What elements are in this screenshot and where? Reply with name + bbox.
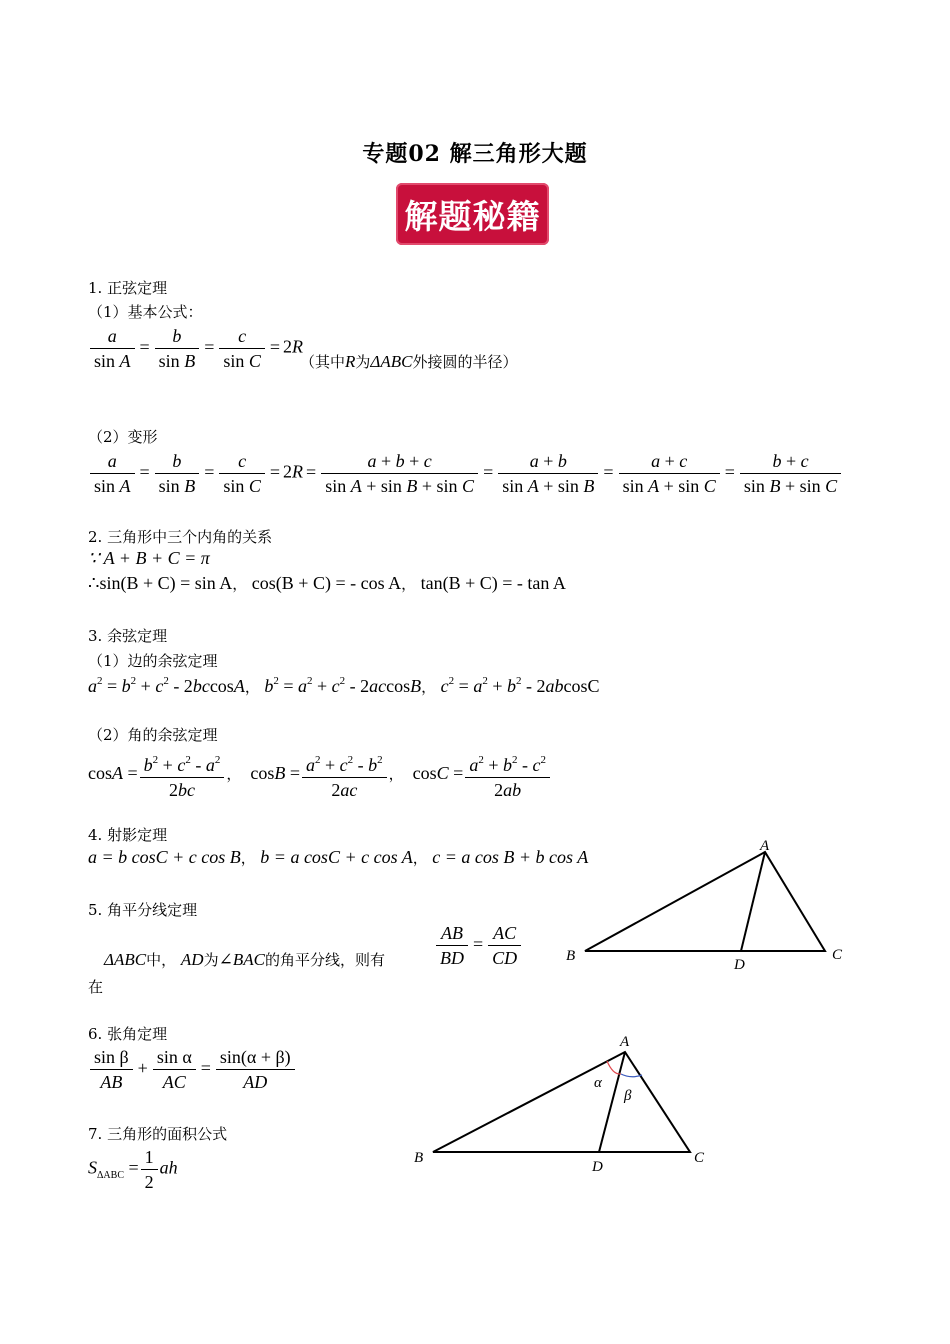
section-1-sub1: （1）基本公式：: [88, 303, 203, 321]
label-beta: β: [624, 1088, 632, 1104]
bisector-statement-wrap: 在: [88, 978, 104, 996]
label-d: D: [734, 957, 745, 973]
label-a-2: A: [620, 1034, 630, 1050]
triangle-abc-2: [433, 1052, 690, 1152]
label-c: C: [832, 947, 843, 963]
sine-law-formula: $\frac{a}{\text{sin A}}$ = $\frac{b}{\text{sin B}}$ = $\frac{c}{\text{sin C}}$ = 2R: [88, 325, 303, 372]
section-4-heading: 4. 射影定理: [88, 826, 168, 844]
triangle-figure-1: [560, 835, 860, 975]
label-b-2: B: [414, 1150, 424, 1166]
label-d-2: D: [592, 1159, 603, 1175]
segment-ad: [741, 852, 765, 951]
bisector-ratio: $\frac{AB}{BD}$ = $\frac{AC}{CD}$: [434, 922, 523, 969]
sine-law-note: （其中R为ΔABC外接圆的半径）: [300, 352, 518, 371]
angle-sum: ∵ A + B + C = π: [88, 548, 210, 568]
angle-relations: ∴sin(B + C) = sin A， cos(B + C) = - cos A， tan(B + C) = - tan A: [88, 573, 566, 593]
section-2-heading: 2. 三角形中三个内角的关系: [88, 528, 273, 546]
section-6-heading: 6. 张角定理: [88, 1025, 168, 1043]
badge-label: 解题秘籍: [404, 196, 541, 236]
label-alpha: α: [594, 1075, 602, 1091]
angle-formula: $\frac{\text{sin β}}{AB}$ + $\frac{\text{sin α}}{AC}$ = $\frac{\sin(\alpha + \beta)}{AD}$: [88, 1046, 297, 1093]
page-title: 专题02 解三角形大题: [362, 141, 588, 167]
cosine-law-angles: cosA = $\frac{b^2 + c^2 - a^2}{2bc}$ ， cosB = $\frac{a^2 + c^2 - b^2}{2ac}$ ， cosC = $\frac{a^2 + b^2 - c^2}{2ab}$: [88, 749, 552, 801]
label-b: B: [566, 948, 576, 964]
label-a: A: [760, 838, 770, 854]
section-5-heading: 5. 角平分线定理: [88, 901, 198, 919]
projection-formulas: a = b cosC + c cos B， b = a cosC + c cos A， c = a cos B + b cos A: [88, 847, 589, 867]
sine-law-variants: $\frac{a}{\text{sin A}}$ = $\frac{b}{\text{sin B}}$ = $\frac{c}{\text{sin C}}$ = 2R = $\frac{a + b + c}{\text{sin A + sin B + sin C}}$ = $\frac{a + b}{\text{sin A + sin B}}$ = $\frac{a + c}{\text{sin A + sin C}}$ = $\frac{b + c}{\text{sin B + sin C}}$: [88, 450, 843, 497]
section-3-heading: 3. 余弦定理: [88, 627, 168, 645]
cosine-law-sides: $a^2 = b^2 + c^2 - 2bccosA$， $b^2 = a^2 + c^2 - 2accosB$， $c^2 = a^2 + b^2 - 2abcosC$: [88, 675, 600, 696]
triangle-figure-2: [408, 1030, 718, 1180]
section-badge: [396, 183, 549, 245]
label-c-2: C: [694, 1150, 705, 1166]
triangle-abc: [585, 852, 825, 951]
bisector-statement: ΔABC中， AD为∠BAC的角平分线，则有: [104, 950, 385, 969]
section-1-sub2: （2）变形: [88, 428, 158, 446]
section-7-heading: 7. 三角形的面积公式: [88, 1125, 228, 1143]
section-1-heading: 1. 正弦定理: [88, 279, 168, 297]
area-formula: $S_{\Delta ABC}$ = $\frac{1}{2}$ ah: [88, 1147, 178, 1192]
section-3-sub1: （1）边的余弦定理: [88, 652, 218, 670]
segment-ad-2: [599, 1052, 625, 1152]
section-3-sub2: （2）角的余弦定理: [88, 726, 218, 744]
